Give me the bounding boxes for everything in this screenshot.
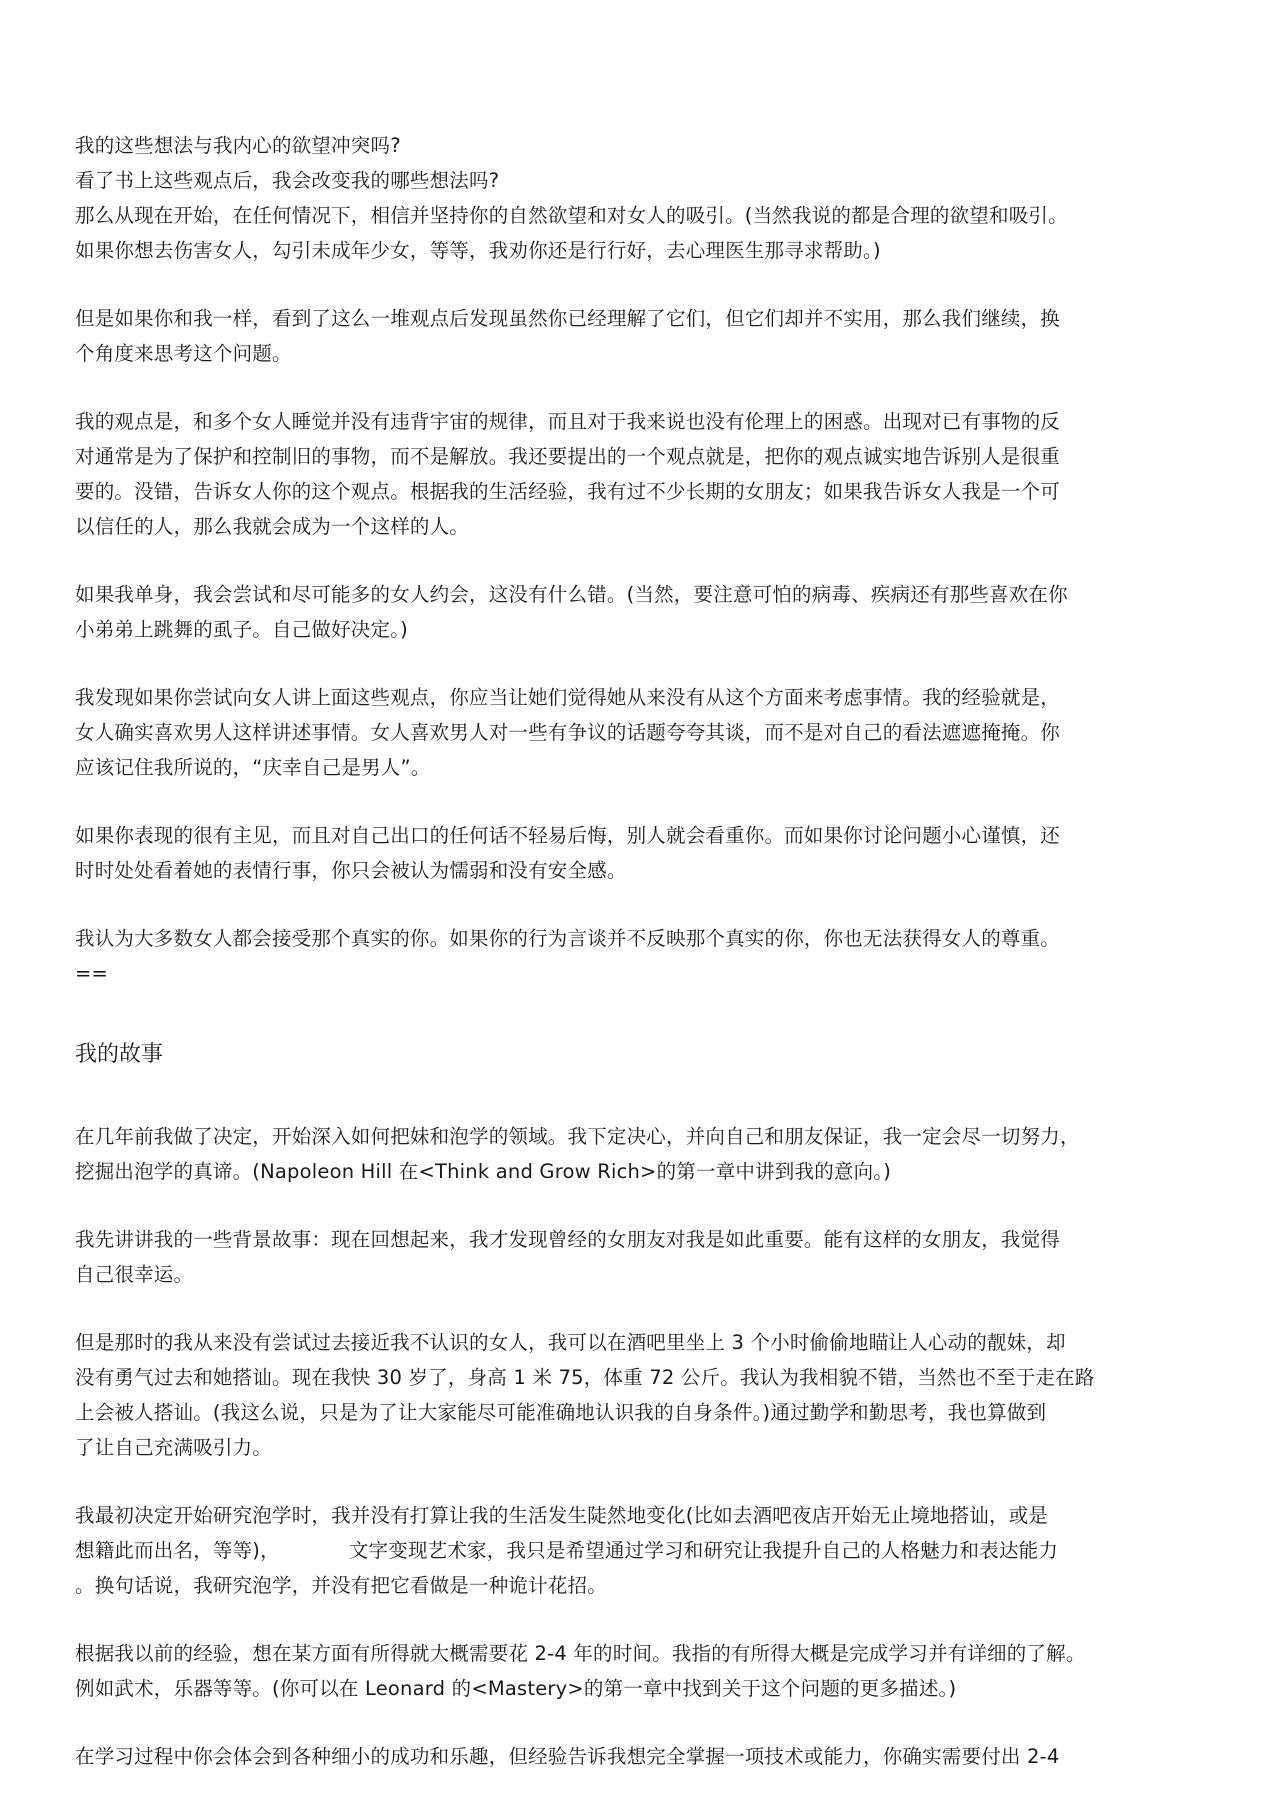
spacer <box>75 1603 1200 1636</box>
paragraph-line: 了让自己充满吸引力。 <box>75 1436 273 1459</box>
paragraph-line: 想籍此而出名，等等)， 文字变现艺术家，我只是希望通过学习和研究让我提升自己的人格魅力和表达能力 <box>75 1539 1059 1562</box>
spacer <box>75 1465 1200 1498</box>
paragraph-line: 我的观点是，和多个女人睡觉并没有违背宇宙的规律，而且对于我来说也没有伦理上的困惑。出现对已有事物的反 <box>75 410 1061 433</box>
paragraph <box>75 921 1200 991</box>
spacer <box>75 1292 1200 1325</box>
spacer <box>75 991 1200 1035</box>
paragraph-line: 如果我单身，我会尝试和尽可能多的女人约会，这没有什么错。(当然，要注意可怕的病毒、疾病还有那些喜欢在你 <box>75 583 1068 606</box>
paragraph-line: 在几年前我做了决定，开始深入如何把妹和泡学的领域。我下定决心，并向自己和朋友保证，我一定会尽一切努力， <box>75 1125 1080 1148</box>
paragraph-line: 要的。没错，告诉女人你的这个观点。根据我的生活经验，我有过不少长期的女朋友；如果我告诉女人我是一个可 <box>75 480 1061 503</box>
paragraph-line: 如果你表现的很有主见，而且对自己出口的任何话不轻易后悔，别人就会看重你。而如果你讨论问题小心谨慎，还 <box>75 824 1061 847</box>
paragraph-line: 我的这些想法与我内心的欲望冲突吗? <box>75 134 401 157</box>
paragraph <box>75 1498 1200 1603</box>
spacer <box>75 268 1200 301</box>
spacer <box>75 785 1200 818</box>
paragraph-line: == <box>75 962 109 985</box>
paragraph <box>75 301 1200 371</box>
paragraph-line: 根据我以前的经验，想在某方面有所得就大概需要花 2-4 年的时间。我指的有所得大概是完成学习并有详细的了解。 <box>75 1642 1086 1665</box>
paragraph-line: 。换句话说，我研究泡学，并没有把它看做是一种诡计花招。 <box>75 1574 607 1597</box>
spacer <box>75 371 1200 404</box>
paragraph-line: 挖掘出泡学的真谛。(Napoleon Hill 在<Think and Grow Rich>的第一章中讲到我的意向。) <box>75 1160 892 1183</box>
spacer <box>75 647 1200 680</box>
paragraph-line: 但是那时的我从来没有尝试过去接近我不认识的女人，我可以在酒吧里坐上 3 个小时偷偷地瞄让人心动的靓妹，却 <box>75 1331 1066 1354</box>
spacer <box>75 1706 1200 1739</box>
paragraph-line: 自己很幸运。 <box>75 1263 194 1286</box>
paragraph-line: 如果你想去伤害女人，勾引未成年少女，等等，我劝你还是行行好，去心理医生那寻求帮助。) <box>75 239 881 262</box>
paragraph-line: 对通常是为了保护和控制旧的事物，而不是解放。我还要提出的一个观点就是，把你的观点诚实地告诉别人是很重 <box>75 445 1061 468</box>
paragraph <box>75 404 1200 544</box>
paragraph-line: 小弟弟上跳舞的虱子。自己做好决定。) <box>75 618 408 641</box>
paragraph-line: 以信任的人，那么我就会成为一个这样的人。 <box>75 515 470 538</box>
paragraph <box>75 577 1200 647</box>
paragraph <box>75 1739 1200 1774</box>
spacer <box>75 1075 1200 1119</box>
paragraph-line: 个角度来思考这个问题。 <box>75 342 292 365</box>
paragraph <box>75 680 1200 785</box>
paragraph-line: 没有勇气过去和她搭讪。现在我快 30 岁了，身高 1 米 75，体重 72 公斤。我认为我相貌不错，当然也不至于走在路 <box>75 1366 1095 1389</box>
paragraph <box>75 1636 1200 1706</box>
paragraph <box>75 128 1200 268</box>
spacer <box>75 1189 1200 1222</box>
paragraph-line: 我发现如果你尝试向女人讲上面这些观点，你应当让她们觉得她从来没有从这个方面来考虑事情。我的经验就是， <box>75 686 1061 709</box>
paragraph-line: 例如武术，乐器等等。(你可以在 Leonard 的<Mastery>的第一章中找到关于这个问题的更多描述。) <box>75 1677 957 1700</box>
paragraph-line: 看了书上这些观点后，我会改变我的哪些想法吗? <box>75 169 500 192</box>
paragraph-line: 我最初决定开始研究泡学时，我并没有打算让我的生活发生陡然地变化(比如去酒吧夜店开始无止境地搭讪，或是 <box>75 1504 1049 1527</box>
paragraph-line: 但是如果你和我一样，看到了这么一堆观点后发现虽然你已经理解了它们，但它们却并不实用，那么我们继续，换 <box>75 307 1061 330</box>
paragraph-line: 女人确实喜欢男人这样讲述事情。女人喜欢男人对一些有争议的话题夸夸其谈，而不是对自己的看法遮遮掩掩。你 <box>75 721 1061 744</box>
paragraph <box>75 818 1200 888</box>
paragraph-line: 在学习过程中你会体会到各种细小的成功和乐趣，但经验告诉我想完全掌握一项技术或能力，你确实需要付出 2-4 <box>75 1745 1060 1768</box>
paragraph-line: 时时处处看着她的表情行事，你只会被认为懦弱和没有安全感。 <box>75 859 627 882</box>
paragraph-line: 我先讲讲我的一些背景故事：现在回想起来，我才发现曾经的女朋友对我是如此重要。能有这样的女朋友，我觉得 <box>75 1228 1061 1251</box>
spacer <box>75 888 1200 921</box>
paragraph-line: 我认为大多数女人都会接受那个真实的你。如果你的行为言谈并不反映那个真实的你，你也无法获得女人的尊重。 <box>75 927 1061 950</box>
spacer <box>75 544 1200 577</box>
paragraph <box>75 1119 1200 1189</box>
paragraph-line: 应该记住我所说的，“庆幸自己是男人”。 <box>75 756 431 779</box>
paragraph-line: 上会被人搭讪。(我这么说，只是为了让大家能尽可能准确地认识我的自身条件。)通过勤学和勤思考，我也算做到 <box>75 1401 1047 1424</box>
paragraph <box>75 1325 1200 1465</box>
section-heading: 我的故事 <box>75 1042 164 1067</box>
paragraph-line: 那么从现在开始，在任何情况下，相信并坚持你的自然欲望和对女人的吸引。(当然我说的都是合理的欲望和吸引。 <box>75 204 1068 227</box>
document-body <box>75 128 1200 1774</box>
paragraph <box>75 1222 1200 1292</box>
